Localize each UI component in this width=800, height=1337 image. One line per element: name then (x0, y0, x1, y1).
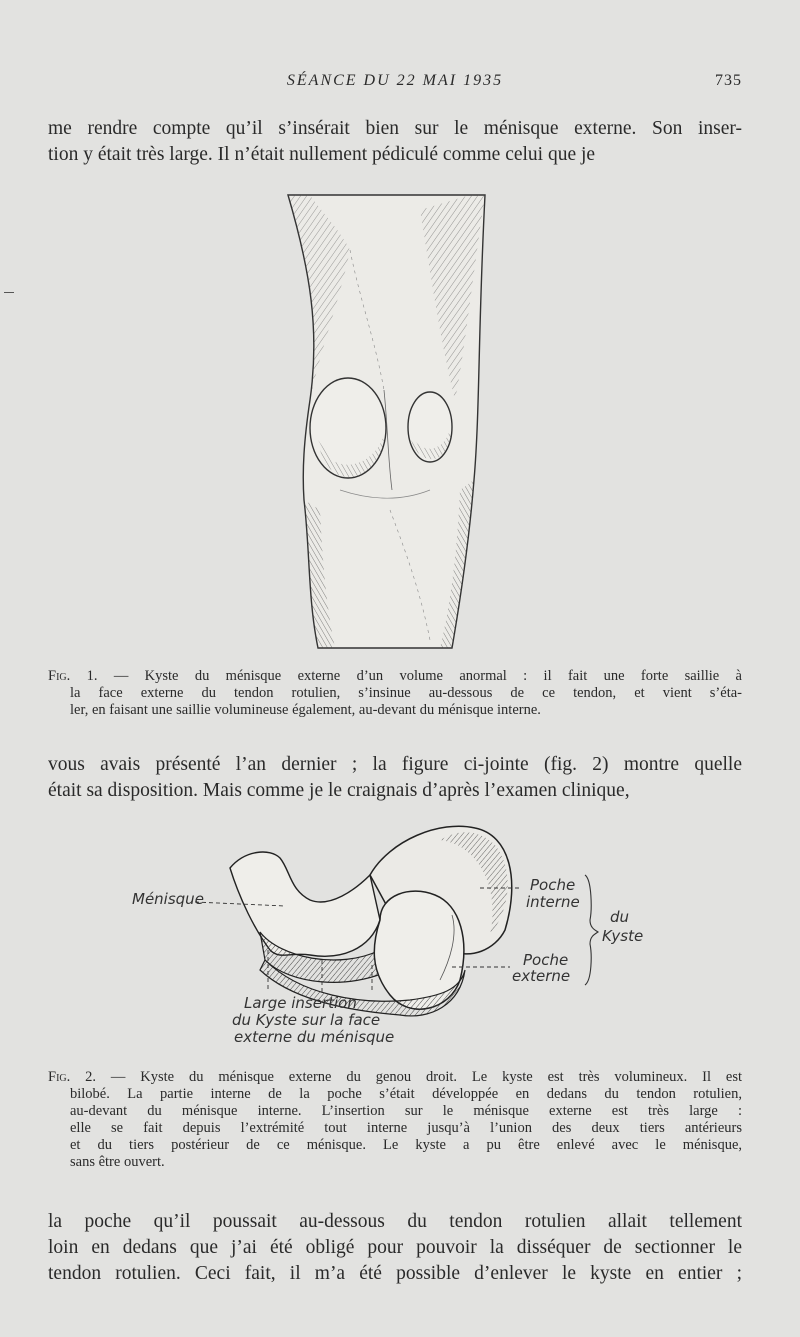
figure-1-knee-drawing (280, 190, 495, 652)
running-head (48, 72, 742, 94)
caption-label: Fig. 2. (48, 1069, 96, 1085)
text-line: tion y était très large. Il n’était nullement pédiculé comme celui que je (48, 144, 596, 165)
caption-line: Fig. 2. — Kyste du ménisque externe du genou droit. Le kyste est très volumineux. Il est (48, 1069, 742, 1085)
caption-line: Fig. 1. — Kyste du ménisque externe d’un volume anormal : il fait une forte saillie à (48, 668, 742, 684)
page-number: 735 (715, 72, 742, 89)
label-poche-interne-2: interne (526, 893, 580, 911)
figure-1-caption (48, 668, 742, 719)
text-line: loin en dedans que j’ai été obligé pour pouvoir la disséquer de sectionner le (48, 1237, 742, 1258)
caption-line: au-devant du ménisque interne. L’insertion sur le ménisque externe est très large : (70, 1103, 742, 1119)
caption-line: sans être ouvert. (70, 1154, 165, 1170)
margin-mark (4, 292, 14, 293)
label-menisque: Ménisque (132, 890, 204, 908)
caption-line: ler, en faisant une saillie volumineuse également, au-devant du ménisque interne. (70, 702, 541, 718)
label-insertion-2: du Kyste sur la face (232, 1011, 381, 1029)
caption-line: bilobé. La partie interne de la poche s’était développée en dedans du tendon rotulien, (70, 1086, 742, 1102)
caption-line: et du tiers postérieur de ce ménisque. Le kyste a pu être enlevé avec le ménisque, (70, 1137, 742, 1153)
figure-2-caption (48, 1069, 742, 1171)
text-line: tendon rotulien. Ceci fait, il m’a été possible d’enlever le kyste en entier ; (48, 1263, 742, 1284)
figure-2-meniscus-drawing (132, 820, 660, 1052)
text-line: était sa disposition. Mais comme je le craignais d’après l’examen clinique, (48, 780, 630, 801)
text-line: vous avais présenté l’an dernier ; la figure ci-jointe (fig. 2) montre quelle (48, 754, 742, 775)
label-poche-externe-2: externe (512, 967, 571, 985)
label-insertion-1: Large insertion (244, 994, 357, 1012)
paragraph-3 (48, 1209, 742, 1287)
label-poche-externe-1: Poche (523, 951, 569, 969)
caption-label: Fig. 1. (48, 668, 98, 684)
label-poche-interne-1: Poche (530, 876, 576, 894)
paragraph-2 (48, 752, 742, 804)
label-insertion-3: externe du ménisque (234, 1028, 395, 1046)
caption-line: la face externe du tendon rotulien, s’insinue au-dessous de ce tendon, et vient s’éta- (70, 685, 742, 701)
text-line: la poche qu’il poussait au-dessous du tendon rotulien allait tellement (48, 1211, 742, 1232)
caption-line: elle se fait depuis l’extrémité tout interne jusqu’à l’union des deux tiers antérieurs (70, 1120, 742, 1136)
text-line: me rendre compte qu’il s’insérait bien sur le ménisque externe. Son inser- (48, 118, 742, 139)
label-du-kyste-1: du (610, 908, 630, 926)
paragraph-1 (48, 116, 742, 168)
running-head-title: SÉANCE DU 22 MAI 1935 (286, 72, 504, 89)
label-du-kyste-2: Kyste (602, 927, 644, 945)
